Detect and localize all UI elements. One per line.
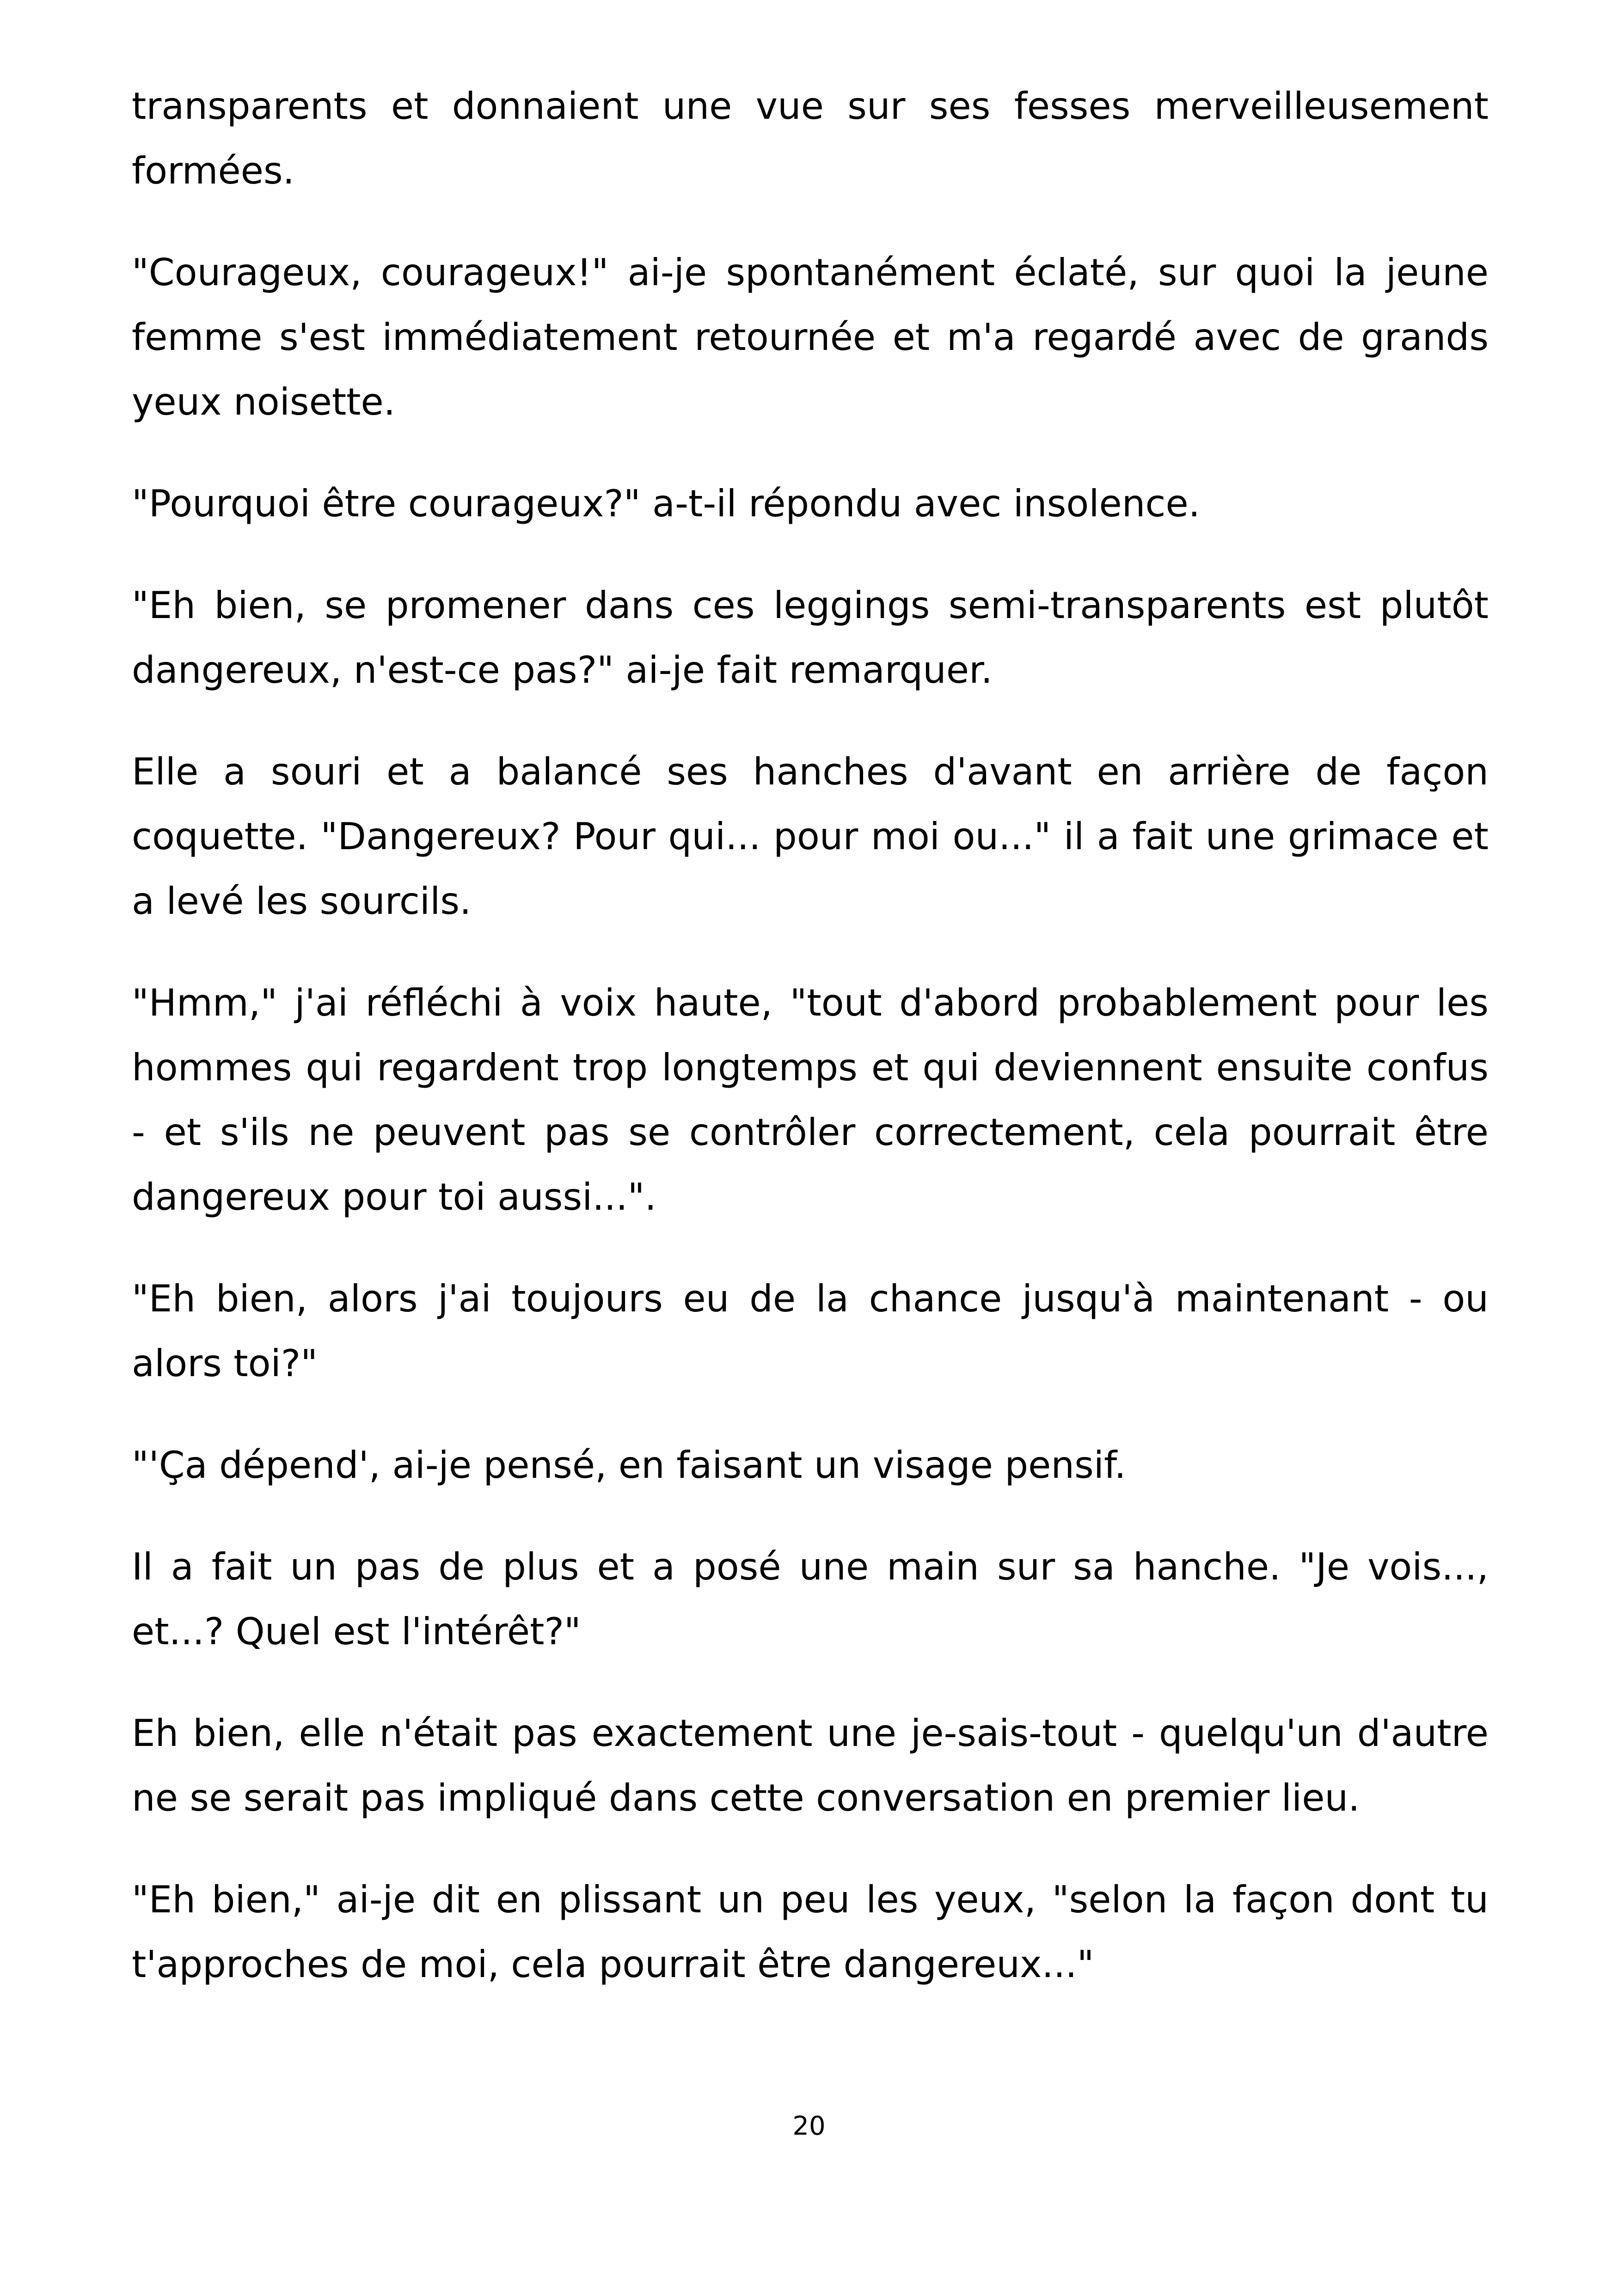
paragraph: "Eh bien, alors j'ai toujours eu de la chance jusqu'à maintenant - ou alors toi?"	[132, 1277, 1489, 1385]
paragraph: Eh bien, elle n'était pas exactement une je-sais-tout - quelqu'un d'autre ne se serait pas impliqué dans cette conversation en premier lieu.	[132, 1712, 1489, 1819]
paragraph: Elle a souri et a balancé ses hanches d'avant en arrière de façon coquette. "Dangereux? Pour qui... pour moi ou..." il a fait une grimace et a levé les sourcils.	[132, 750, 1489, 923]
page-number: 20	[792, 2111, 826, 2141]
paragraph: transparents et donnaient une vue sur ses fesses merveilleusement formées.	[132, 85, 1489, 192]
paragraph: "Eh bien, se promener dans ces leggings semi-transparents est plutôt dangereux, n'est-ce pas?" ai-je fait remarquer.	[132, 584, 1489, 692]
paragraph: "'Ça dépend', ai-je pensé, en faisant un visage pensif.	[132, 1444, 1126, 1487]
paragraph: "Pourquoi être courageux?" a-t-il répondu avec insolence.	[132, 482, 1201, 525]
body-text	[132, 74, 1489, 2034]
paragraph: "Hmm," j'ai réfléchi à voix haute, "tout d'abord probablement pour les hommes qui regardent trop longtemps et qui deviennent ensuite confus - et s'ils ne peuvent pas se contrôler correctement, cela pourrait être dangereux pour toi aussi...".	[132, 981, 1489, 1218]
paragraph: "Eh bien," ai-je dit en plissant un peu les yeux, "selon la façon dont tu t'approches de moi, cela pourrait être dangereux..."	[132, 1878, 1489, 1986]
paragraph: "Courageux, courageux!" ai-je spontanément éclaté, sur quoi la jeune femme s'est immédiatement retournée et m'a regardé avec de grands yeux noisette.	[132, 251, 1489, 423]
paragraph: Il a fait un pas de plus et a posé une main sur sa hanche. "Je vois..., et...? Quel est l'intérêt?"	[132, 1545, 1489, 1653]
